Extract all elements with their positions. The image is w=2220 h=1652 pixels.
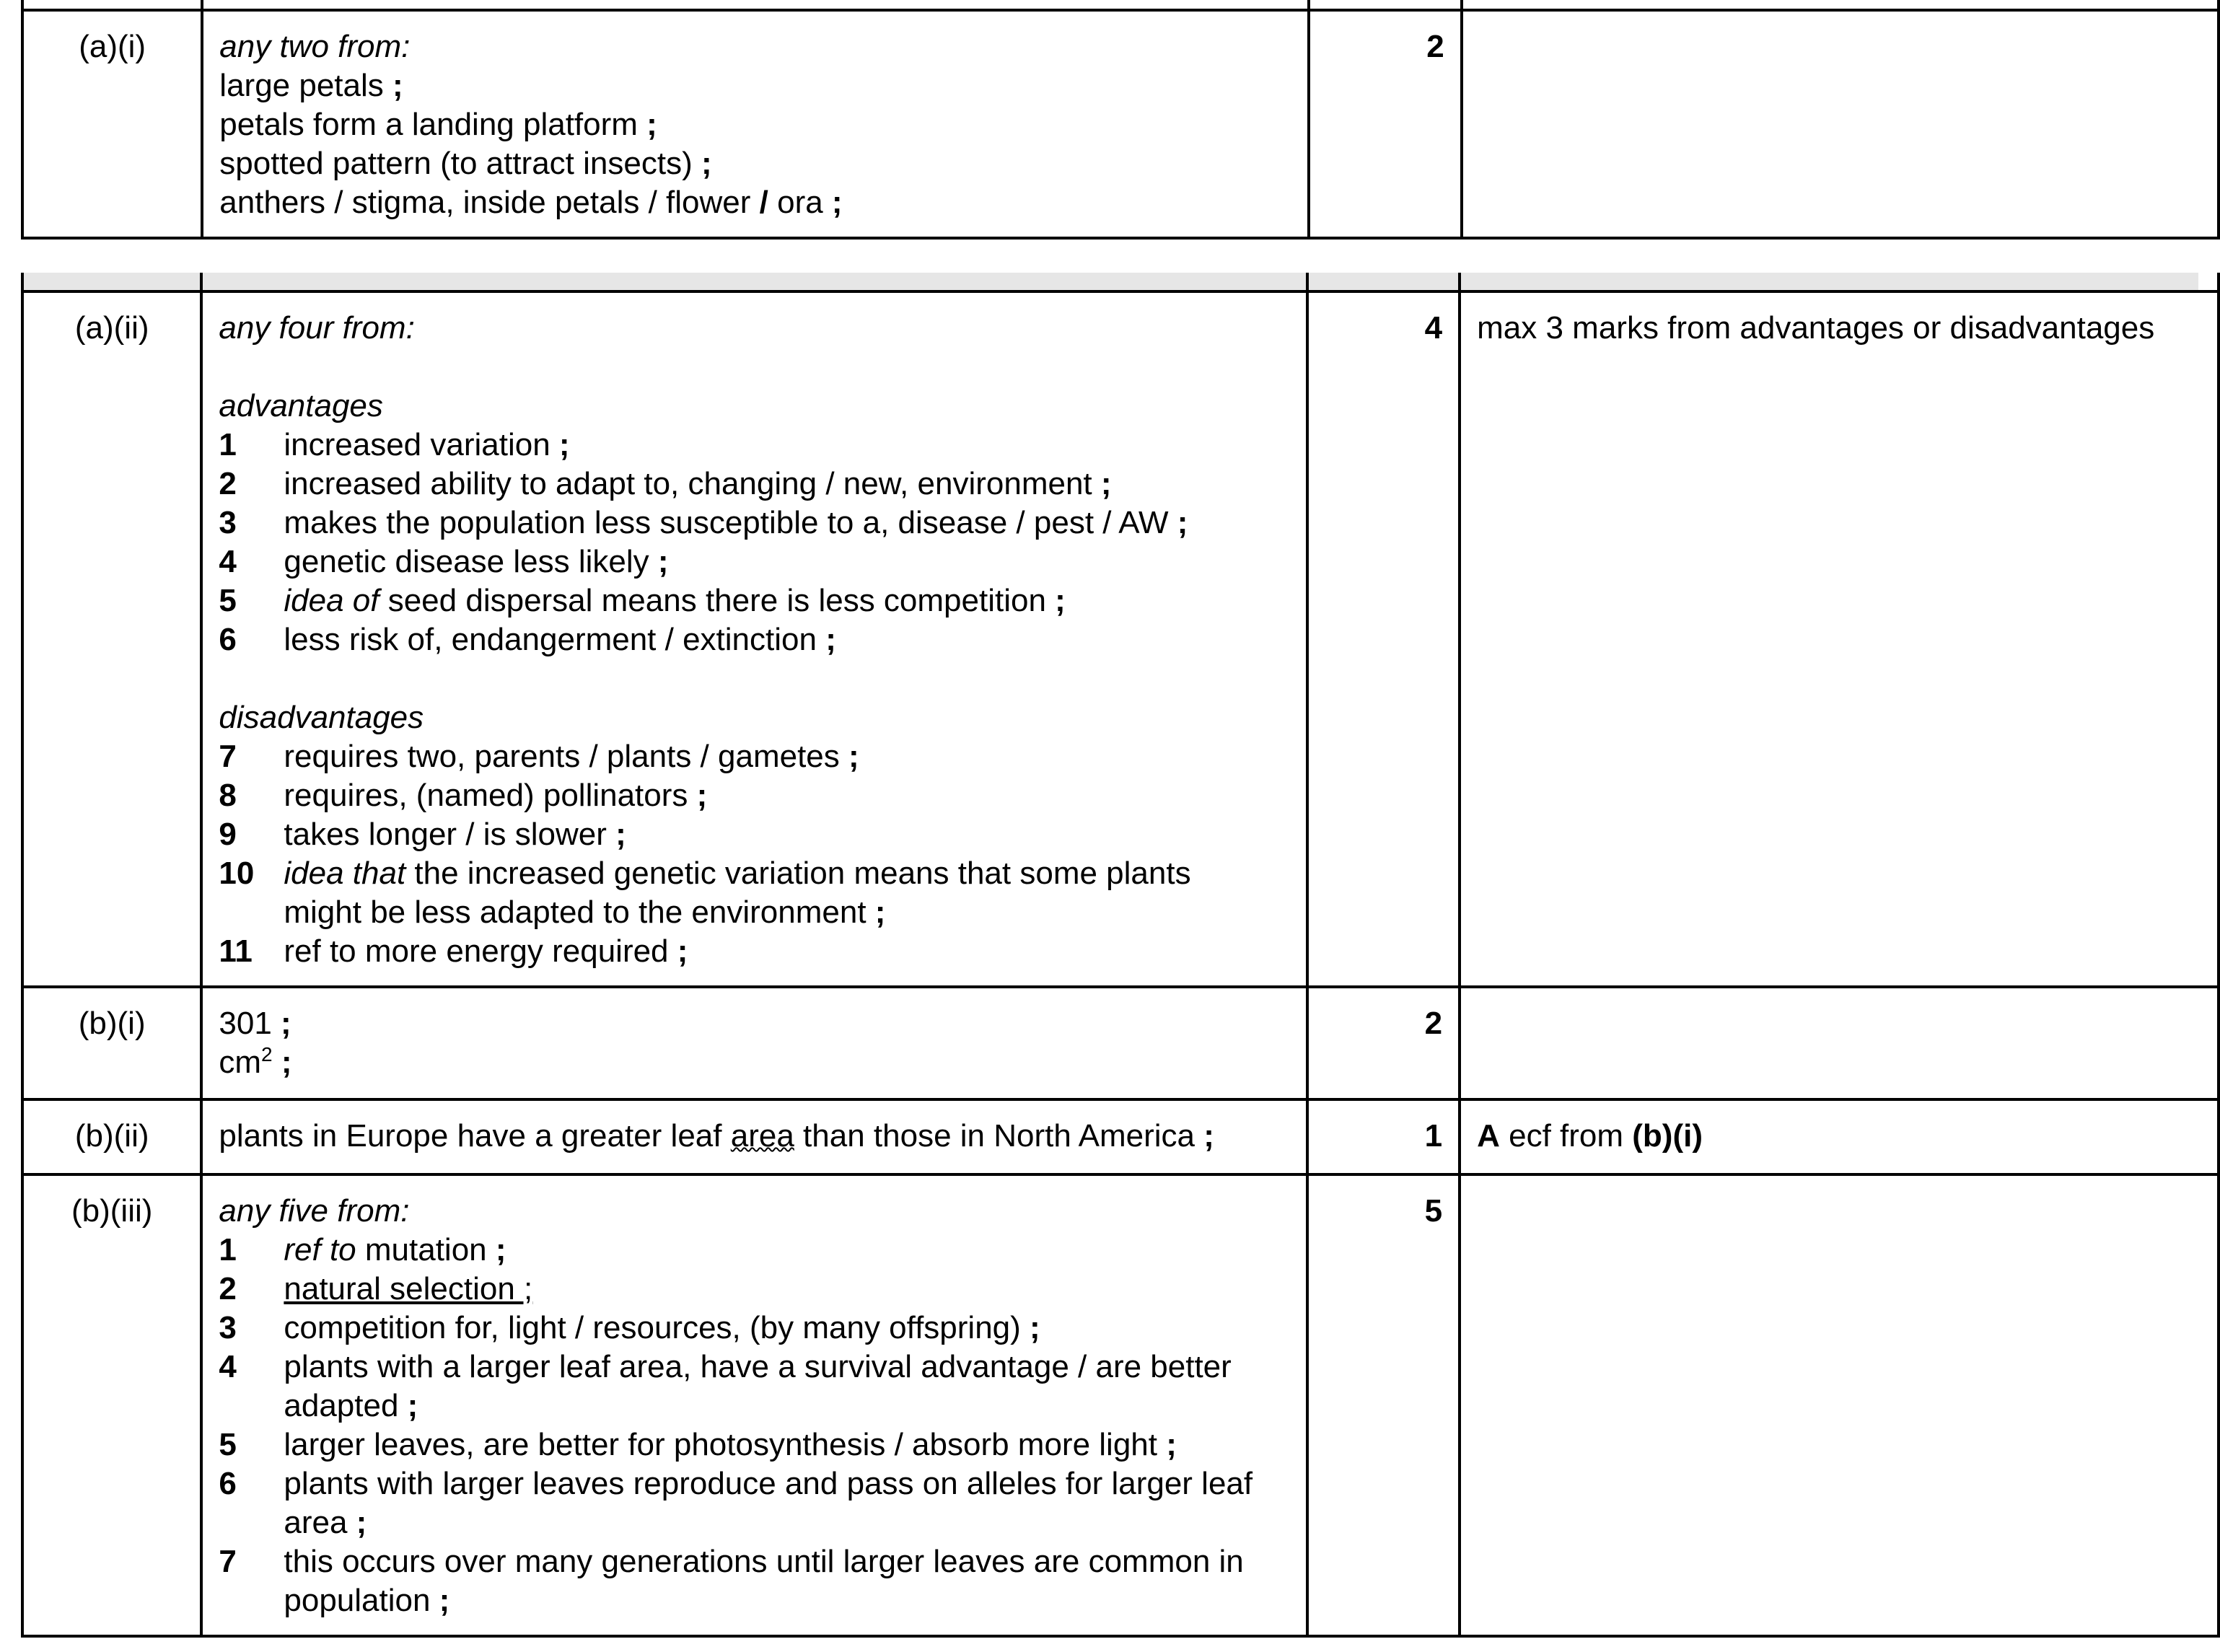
- list-item: 11 ref to more energy required ;: [219, 933, 688, 969]
- list-item: 2 increased ability to adapt to, changing / new, environment ;: [219, 466, 1112, 501]
- list-item: 6 less risk of, endangerment / extinction ;: [219, 622, 836, 657]
- answer-line: plants in Europe have a greater leaf area than those in North America ;: [219, 1118, 1214, 1154]
- list-item: 2 natural selection ;: [219, 1271, 533, 1306]
- mark-scheme-table-main: [21, 273, 2220, 1638]
- list-item: 6 plants with larger leaves reproduce and pass on alleles for larger leaf area ;: [219, 1466, 1253, 1540]
- question-number: (b)(i): [22, 987, 201, 1099]
- row-b-ii: [22, 1099, 2219, 1174]
- list-item: 7 requires two, parents / plants / gametes ;: [219, 739, 859, 774]
- answer-cell: [201, 1099, 1307, 1174]
- marks-cell: 1: [1307, 1099, 1460, 1174]
- guidance-cell: [1460, 1174, 2219, 1636]
- answer-line: large petals ;: [219, 68, 403, 103]
- answer-line: $cm^2$ ;: [219, 1043, 292, 1080]
- row-b-iii: [22, 1174, 2219, 1636]
- guidance-cell: max 3 marks from advantages or disadvantages: [1460, 291, 2219, 987]
- disadvantages-heading: disadvantages: [219, 700, 424, 735]
- answer-cell: [201, 291, 1307, 987]
- answer-intro: any two from:: [219, 29, 411, 64]
- mark-scheme-table-top: [21, 0, 2220, 240]
- list-item: 8 requires, (named) pollinators ;: [219, 778, 708, 813]
- row-a-i: [22, 10, 2219, 238]
- answer-line: 301 ;: [219, 1006, 291, 1041]
- answer-intro: any five from:: [219, 1193, 410, 1229]
- list-item: 9 takes longer / is slower ;: [219, 817, 626, 852]
- answer-cell: [201, 987, 1307, 1099]
- list-item: 3 makes the population less susceptible to a, disease / pest / AW ;: [219, 505, 1188, 540]
- list-item: 7 this occurs over many generations until larger leaves are common in population ;: [219, 1544, 1244, 1618]
- answer-cell: [201, 1174, 1307, 1636]
- guidance-cell: A ecf from (b)(i): [1460, 1099, 2219, 1174]
- answer-line: anthers / stigma, inside petals / flower / ora ;: [219, 185, 843, 220]
- marks-cell: 2: [1309, 10, 1462, 238]
- marks-cell: 2: [1307, 987, 1460, 1099]
- answer-line: petals form a landing platform ;: [219, 107, 657, 142]
- list-item: 3 competition for, light / resources, (by many offspring) ;: [219, 1310, 1040, 1345]
- guidance-cell: [1462, 10, 2219, 238]
- row-a-ii: [22, 291, 2219, 987]
- list-item: 4 genetic disease less likely ;: [219, 544, 669, 579]
- list-item: 10 idea that the increased genetic variation means that some plants might be less adapted to the environment ;: [219, 856, 1191, 930]
- list-item: 1 increased variation ;: [219, 427, 570, 462]
- guidance-cell: [1460, 987, 2219, 1099]
- answer-cell: [202, 10, 1308, 238]
- row-b-i: [22, 987, 2219, 1099]
- advantages-heading: advantages: [219, 388, 383, 423]
- list-item: 1 ref to mutation ;: [219, 1232, 506, 1267]
- question-number: (b)(iii): [22, 1174, 201, 1636]
- answer-intro: any four from:: [219, 310, 415, 346]
- answer-line: spotted pattern (to attract insects) ;: [219, 146, 712, 181]
- list-item: 5 larger leaves, are better for photosynthesis / absorb more light ;: [219, 1427, 1177, 1462]
- question-number: (a)(ii): [22, 291, 201, 987]
- question-number: (b)(ii): [22, 1099, 201, 1174]
- marks-cell: 5: [1307, 1174, 1460, 1636]
- marks-cell: 4: [1307, 291, 1460, 987]
- question-number: (a)(i): [22, 10, 202, 238]
- list-item: 4 plants with a larger leaf area, have a survival advantage / are better adapted ;: [219, 1349, 1232, 1423]
- list-item: 5 idea of seed dispersal means there is less competition ;: [219, 583, 1066, 618]
